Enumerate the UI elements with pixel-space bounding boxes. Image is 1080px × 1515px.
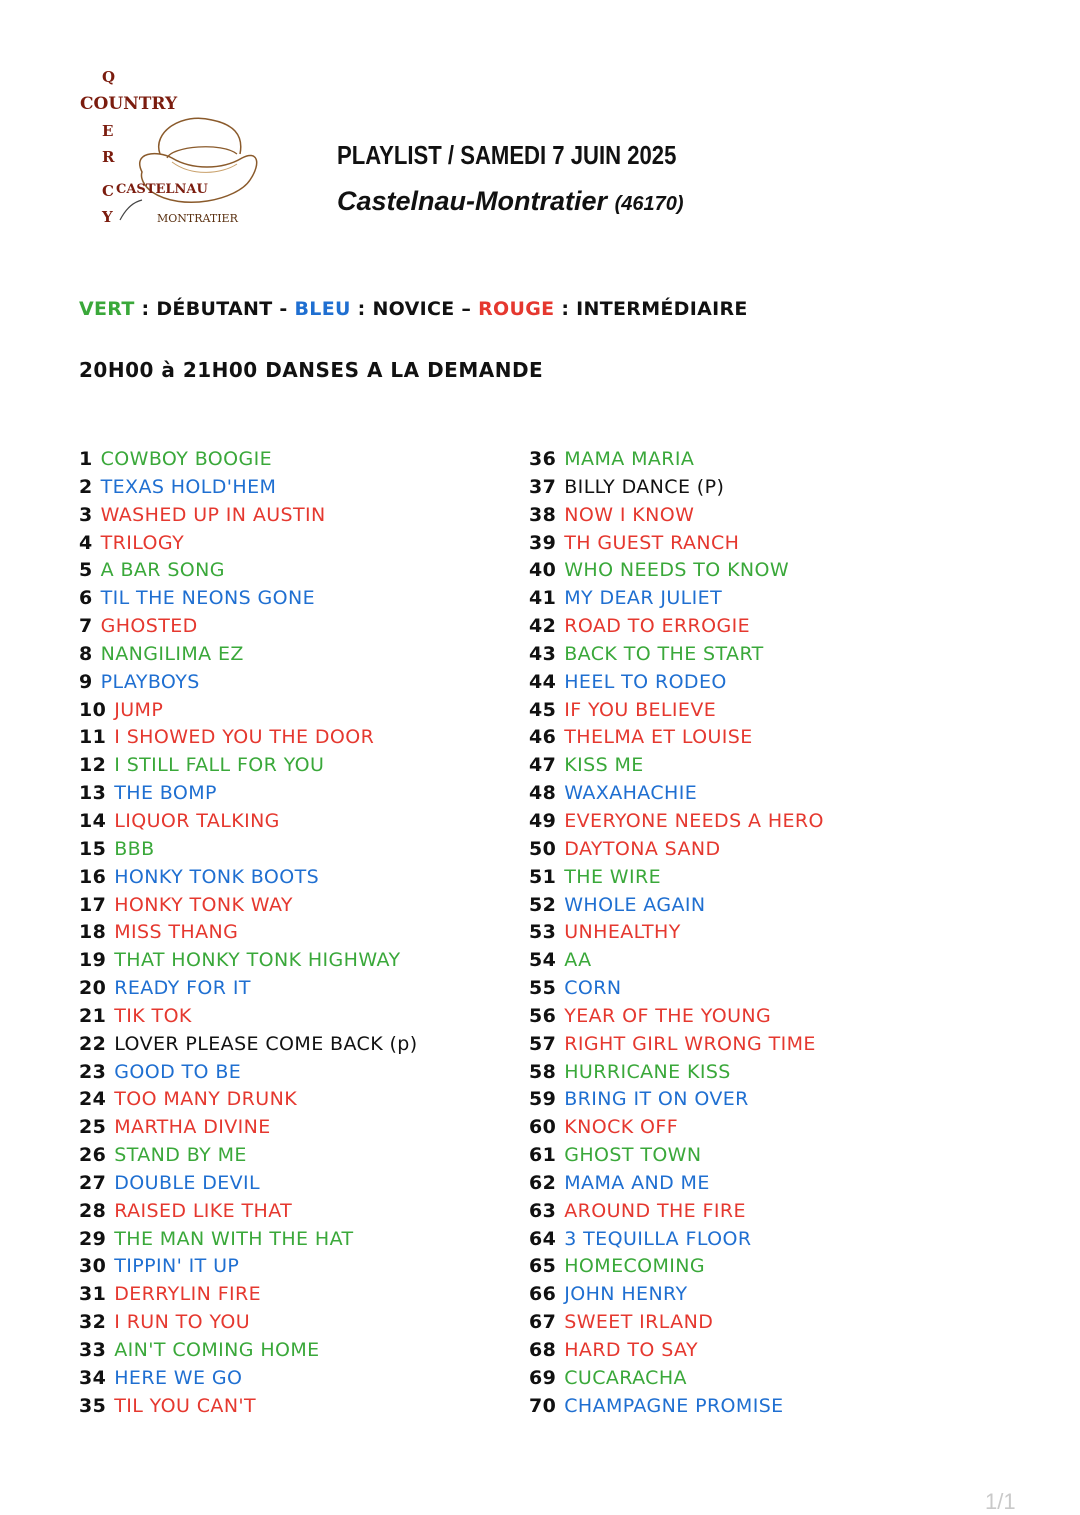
- schedule-heading: 20H00 à 21H00 DANSES A LA DEMANDE: [79, 358, 544, 382]
- playlist-item-title: AIN'T COMING HOME: [114, 1339, 320, 1361]
- playlist-item: [529, 1339, 824, 1367]
- playlist-item-number: 3: [79, 503, 93, 526]
- playlist-item: [529, 671, 824, 699]
- playlist-item-number: 57: [529, 1032, 557, 1055]
- playlist-item: [529, 1228, 824, 1256]
- playlist-item-number: 1: [79, 448, 93, 470]
- playlist-item-title: HURRICANE KISS: [564, 1060, 731, 1083]
- subtitle-location: Castelnau-Montratier: [337, 186, 608, 216]
- playlist-item: [79, 1172, 418, 1200]
- playlist-item-title: THE MAN WITH THE HAT: [114, 1227, 354, 1250]
- logo-letter-c: C: [102, 182, 114, 200]
- playlist-item-number: 13: [79, 782, 107, 805]
- playlist-item-number: 26: [79, 1144, 107, 1167]
- playlist-item-number: 37: [529, 475, 557, 498]
- playlist-item-title: HONKY TONK BOOTS: [114, 865, 320, 888]
- playlist-item-number: 4: [79, 531, 93, 554]
- playlist-item: [79, 894, 418, 922]
- playlist-item-number: 62: [529, 1171, 557, 1194]
- playlist-item: [529, 1283, 824, 1311]
- playlist-item: [79, 532, 418, 560]
- playlist-item: [79, 587, 418, 615]
- playlist-item: [529, 699, 824, 727]
- playlist-item-title: TIL YOU CAN'T: [114, 1394, 257, 1417]
- playlist-item-number: 23: [79, 1060, 107, 1083]
- playlist-item-number: 49: [529, 809, 557, 832]
- playlist-item-title: WASHED UP IN AUSTIN: [100, 503, 326, 526]
- legend-intermediaire: INTERMÉDIAIRE: [576, 298, 748, 320]
- playlist-item: [529, 587, 824, 615]
- playlist-item: [529, 866, 824, 894]
- playlist-item: [529, 1116, 824, 1144]
- playlist-item-title: JOHN HENRY: [564, 1283, 688, 1306]
- playlist-item-title: TIPPIN' IT UP: [114, 1255, 240, 1278]
- playlist-item-number: 16: [79, 865, 107, 888]
- playlist-item-number: 46: [529, 726, 557, 749]
- playlist-item-number: 69: [529, 1366, 557, 1389]
- playlist-item-number: 31: [79, 1283, 107, 1306]
- playlist-item: [529, 1367, 824, 1395]
- playlist-item-title: DOUBLE DEVIL: [114, 1171, 261, 1194]
- playlist-item: [529, 615, 824, 643]
- playlist-item: [79, 1033, 418, 1061]
- playlist-item-title: AROUND THE FIRE: [564, 1199, 746, 1222]
- playlist-item-title: UNHEALTHY: [564, 921, 681, 944]
- playlist-item-title: GHOSTED: [100, 615, 198, 638]
- playlist-item-title: TIK TOK: [114, 1004, 192, 1027]
- playlist-item-title: DAYTONA SAND: [564, 837, 721, 860]
- playlist-item-title: EVERYONE NEEDS A HERO: [564, 809, 824, 832]
- playlist-item-title: CUCARACHA: [564, 1366, 687, 1389]
- playlist-item: [79, 1200, 418, 1228]
- playlist-item: [79, 1339, 418, 1367]
- playlist-item-title: READY FOR IT: [114, 977, 251, 1000]
- playlist-item-title: HONKY TONK WAY: [114, 893, 293, 916]
- playlist-item: [79, 782, 418, 810]
- playlist-item-title: MAMA AND ME: [564, 1171, 710, 1194]
- playlist-item-title: BBB: [114, 837, 155, 860]
- logo-letter-y: Y: [102, 208, 113, 226]
- playlist-item-number: 66: [529, 1283, 557, 1306]
- playlist-item-title: MARTHA DIVINE: [114, 1116, 271, 1139]
- playlist-item-title: I STILL FALL FOR YOU: [114, 754, 325, 777]
- playlist-item: [529, 810, 824, 838]
- legend-dash: -: [272, 298, 295, 320]
- playlist-item: [79, 1311, 418, 1339]
- playlist-item: [79, 726, 418, 754]
- playlist-item-number: 43: [529, 642, 557, 665]
- logo-letter-r: R: [102, 148, 115, 166]
- playlist-item-title: CORN: [564, 977, 622, 1000]
- playlist-item-title: WHO NEEDS TO KNOW: [564, 559, 790, 582]
- playlist-item: [79, 838, 418, 866]
- playlist-item-title: MISS THANG: [114, 921, 239, 944]
- playlist-item-number: 64: [529, 1227, 557, 1250]
- playlist-item-title: JUMP: [114, 698, 164, 721]
- playlist-item-number: 52: [529, 893, 557, 916]
- playlist-item-title: HARD TO SAY: [564, 1339, 698, 1361]
- playlist-item-title: THE WIRE: [564, 865, 661, 888]
- playlist-item-title: YEAR OF THE YOUNG: [564, 1004, 772, 1027]
- playlist-item-title: GOOD TO BE: [114, 1060, 242, 1083]
- playlist-item-number: 25: [79, 1116, 107, 1139]
- playlist-item-title: 3 TEQUILLA FLOOR: [564, 1227, 752, 1250]
- page-title: PLAYLIST / SAMEDI 7 JUIN 2025: [337, 140, 677, 170]
- logo-letter-e: E: [102, 122, 114, 140]
- playlist-item-title: RIGHT GIRL WRONG TIME: [564, 1032, 816, 1055]
- playlist-item-title: LIQUOR TALKING: [114, 809, 280, 832]
- playlist-item-title: KISS ME: [564, 754, 644, 777]
- playlist-item: [79, 921, 418, 949]
- legend-separator: :: [134, 298, 157, 320]
- playlist-item-number: 21: [79, 1004, 107, 1027]
- playlist-item: [79, 448, 418, 476]
- playlist-item-number: 47: [529, 754, 557, 777]
- playlist-item-title: KNOCK OFF: [564, 1116, 679, 1139]
- playlist-item-number: 6: [79, 587, 93, 610]
- playlist-item: [529, 977, 824, 1005]
- legend-separator: :: [554, 298, 577, 320]
- playlist-item: [529, 1061, 824, 1089]
- playlist-item: [529, 1033, 824, 1061]
- playlist-item-number: 65: [529, 1255, 557, 1278]
- playlist-item-title: A BAR SONG: [100, 559, 225, 582]
- page-indicator: 1/1: [985, 1489, 1016, 1514]
- playlist-item-title: TEXAS HOLD'HEM: [100, 475, 277, 498]
- playlist-item: [79, 866, 418, 894]
- playlist-item-title: ROAD TO ERROGIE: [564, 615, 751, 638]
- playlist-item-number: 27: [79, 1171, 107, 1194]
- playlist-item: [79, 1395, 418, 1423]
- playlist-item-title: SWEET IRLAND: [564, 1311, 714, 1334]
- playlist-item-number: 41: [529, 587, 557, 610]
- playlist-item-number: 34: [79, 1366, 107, 1389]
- playlist-item-number: 20: [79, 977, 107, 1000]
- playlist-item-title: HERE WE GO: [114, 1366, 243, 1389]
- playlist-item: [79, 671, 418, 699]
- level-legend: [79, 298, 748, 320]
- playlist-item-title: TIL THE NEONS GONE: [100, 587, 315, 610]
- playlist-item-number: 14: [79, 809, 107, 832]
- playlist-item: [79, 476, 418, 504]
- playlist-item: [79, 504, 418, 532]
- playlist-item: [79, 1228, 418, 1256]
- playlist-item: [529, 532, 824, 560]
- playlist-item-title: RAISED LIKE THAT: [114, 1199, 293, 1222]
- playlist-item: [79, 1144, 418, 1172]
- playlist-item: [529, 559, 824, 587]
- playlist-item-number: 28: [79, 1199, 107, 1222]
- playlist-item-title: MY DEAR JULIET: [564, 587, 723, 610]
- playlist-item-title: GHOST TOWN: [564, 1144, 702, 1167]
- playlist-column-right: [529, 448, 824, 1423]
- playlist-item: [529, 1005, 824, 1033]
- playlist-item-title: AA: [564, 949, 592, 972]
- playlist-item-title: I SHOWED YOU THE DOOR: [114, 726, 375, 749]
- playlist-item-number: 2: [79, 475, 93, 498]
- playlist-item: [529, 949, 824, 977]
- playlist-item-number: 19: [79, 949, 107, 972]
- playlist-item-number: 7: [79, 615, 93, 638]
- playlist-item: [79, 1283, 418, 1311]
- playlist-item-number: 30: [79, 1255, 107, 1278]
- playlist-item-number: 33: [79, 1339, 107, 1361]
- playlist-item-number: 8: [79, 642, 93, 665]
- playlist-item-number: 10: [79, 698, 107, 721]
- playlist-item: [529, 1311, 824, 1339]
- playlist-item-number: 53: [529, 921, 557, 944]
- playlist-item-title: PLAYBOYS: [100, 670, 200, 693]
- playlist-item-title: NOW I KNOW: [564, 503, 695, 526]
- playlist-item-number: 44: [529, 670, 557, 693]
- playlist-item: [529, 1200, 824, 1228]
- playlist-item-title: THAT HONKY TONK HIGHWAY: [114, 949, 401, 972]
- playlist-item-number: 59: [529, 1088, 557, 1111]
- playlist-item-number: 61: [529, 1144, 557, 1167]
- playlist-item: [79, 1116, 418, 1144]
- playlist-item: [79, 559, 418, 587]
- playlist-item-number: 39: [529, 531, 557, 554]
- playlist-item: [529, 754, 824, 782]
- playlist-item-title: TH GUEST RANCH: [564, 531, 740, 554]
- playlist-item-number: 50: [529, 837, 557, 860]
- legend-novice: NOVICE: [372, 298, 455, 320]
- logo-country: COUNTRY: [80, 94, 178, 114]
- playlist-item-number: 55: [529, 977, 557, 1000]
- playlist-column-left: [79, 448, 418, 1423]
- playlist-item: [529, 726, 824, 754]
- playlist-item-title: LOVER PLEASE COME BACK (p): [114, 1032, 418, 1055]
- legend-dash: –: [454, 298, 479, 320]
- playlist-item-number: 12: [79, 754, 107, 777]
- playlist-item: [79, 810, 418, 838]
- playlist-item-number: 11: [79, 726, 107, 749]
- playlist-item: [79, 615, 418, 643]
- playlist-item-number: 29: [79, 1227, 107, 1250]
- playlist-item-number: 15: [79, 837, 107, 860]
- playlist-item-number: 38: [529, 503, 557, 526]
- playlist-item-number: 18: [79, 921, 107, 944]
- playlist-item-title: I RUN TO YOU: [114, 1311, 251, 1334]
- playlist-item: [79, 1367, 418, 1395]
- playlist-item-number: 32: [79, 1311, 107, 1334]
- playlist-item: [529, 1255, 824, 1283]
- playlist-item-title: WAXAHACHIE: [564, 782, 698, 805]
- playlist-item-title: MAMA MARIA: [564, 448, 695, 470]
- playlist-item-title: IF YOU BELIEVE: [564, 698, 717, 721]
- playlist-item-number: 67: [529, 1311, 557, 1334]
- club-logo: [72, 62, 272, 242]
- playlist-item: [79, 699, 418, 727]
- legend-vert: VERT: [79, 298, 135, 320]
- playlist-item: [529, 476, 824, 504]
- playlist-item: [529, 1088, 824, 1116]
- playlist-item: [529, 838, 824, 866]
- playlist-item: [529, 448, 824, 476]
- playlist-item-number: 9: [79, 670, 93, 693]
- playlist-item-title: BRING IT ON OVER: [564, 1088, 749, 1111]
- legend-separator: :: [350, 298, 373, 320]
- playlist-item-number: 36: [529, 448, 557, 470]
- playlist-item-number: 51: [529, 865, 557, 888]
- playlist-item-number: 35: [79, 1394, 107, 1417]
- logo-montratier: MONTRATIER: [157, 212, 238, 225]
- playlist-item-title: BILLY DANCE (P): [564, 475, 725, 498]
- playlist-item: [79, 1061, 418, 1089]
- playlist-item-number: 42: [529, 615, 557, 638]
- playlist-item: [529, 643, 824, 671]
- playlist-item-number: 22: [79, 1032, 107, 1055]
- logo-castelnau: CASTELNAU: [116, 182, 208, 197]
- playlist-item-title: THE BOMP: [114, 782, 217, 805]
- playlist-item: [79, 977, 418, 1005]
- playlist-item: [529, 1172, 824, 1200]
- playlist-item-number: 54: [529, 949, 557, 972]
- playlist-item-title: HOMECOMING: [564, 1255, 706, 1278]
- playlist-item-number: 45: [529, 698, 557, 721]
- legend-bleu: BLEU: [294, 298, 351, 320]
- playlist-item-number: 40: [529, 559, 557, 582]
- playlist-item-number: 58: [529, 1060, 557, 1083]
- playlist-item-number: 63: [529, 1199, 557, 1222]
- legend-rouge: ROUGE: [478, 298, 555, 320]
- playlist-item-number: 17: [79, 893, 107, 916]
- playlist-item-title: WHOLE AGAIN: [564, 893, 706, 916]
- playlist-item-title: STAND BY ME: [114, 1144, 247, 1167]
- playlist-item: [79, 1005, 418, 1033]
- playlist-item-number: 70: [529, 1394, 557, 1417]
- playlist-item-number: 60: [529, 1116, 557, 1139]
- playlist-item: [529, 782, 824, 810]
- playlist-item: [79, 1255, 418, 1283]
- playlist-item: [79, 643, 418, 671]
- logo-letter-q: Q: [102, 68, 116, 86]
- playlist-item-number: 24: [79, 1088, 107, 1111]
- playlist-item-title: TRILOGY: [100, 531, 185, 554]
- playlist-item-number: 5: [79, 559, 93, 582]
- playlist-item-title: DERRYLIN FIRE: [114, 1283, 262, 1306]
- playlist-item: [79, 1088, 418, 1116]
- playlist-item-number: 68: [529, 1339, 557, 1361]
- playlist-item: [529, 1144, 824, 1172]
- page-subtitle: [337, 186, 684, 217]
- playlist-item: [529, 921, 824, 949]
- playlist-item-title: THELMA ET LOUISE: [564, 726, 753, 749]
- subtitle-zipcode: (46170): [614, 193, 684, 215]
- playlist-item: [529, 1395, 824, 1423]
- playlist-item-title: HEEL TO RODEO: [564, 670, 727, 693]
- legend-debutant: DÉBUTANT: [156, 298, 273, 320]
- playlist-item: [529, 504, 824, 532]
- playlist-item-title: COWBOY BOOGIE: [100, 448, 273, 470]
- playlist-item: [79, 754, 418, 782]
- playlist-item-number: 48: [529, 782, 557, 805]
- playlist-item-title: BACK TO THE START: [564, 642, 764, 665]
- playlist-item-title: CHAMPAGNE PROMISE: [564, 1394, 784, 1417]
- playlist-item-title: TOO MANY DRUNK: [114, 1088, 298, 1111]
- playlist-item: [529, 894, 824, 922]
- playlist-item-title: NANGILIMA EZ: [100, 642, 244, 665]
- playlist-item-number: 56: [529, 1004, 557, 1027]
- playlist-item: [79, 949, 418, 977]
